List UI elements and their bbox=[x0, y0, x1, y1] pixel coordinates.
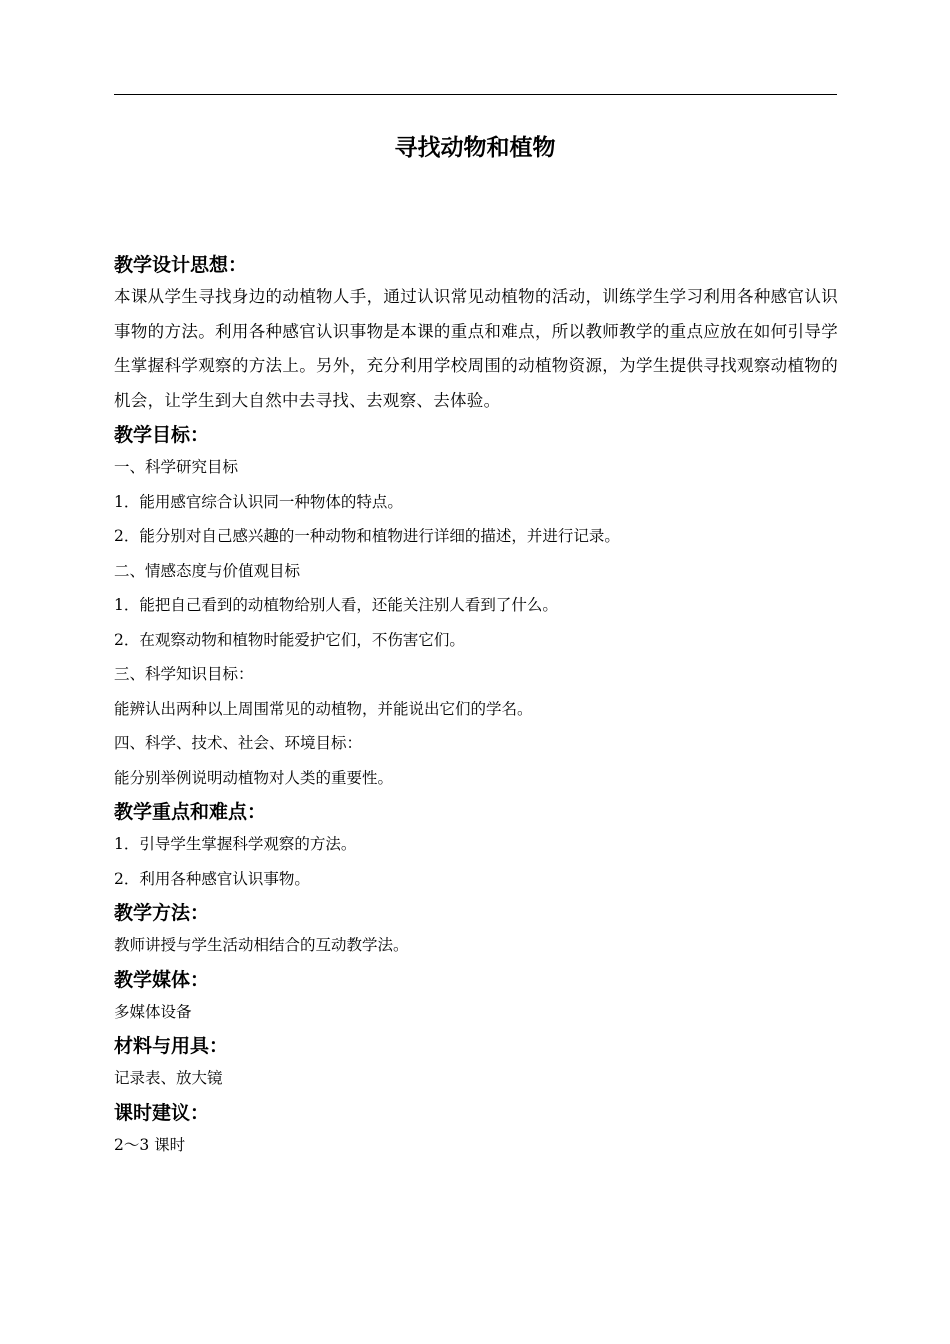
header-rule bbox=[114, 94, 837, 95]
design-section bbox=[114, 248, 838, 418]
key-points-heading: 教学重点和难点： bbox=[114, 801, 267, 823]
hours-text: 2～3 课时 bbox=[114, 1135, 186, 1154]
design-paragraph: 本课从学生寻找身边的动植物人手，通过认识常见动植物的活动，训练学生学习利用各种感官认识事物的方法。利用各种感官认识事物是本课的重点和难点，所以教师教学的重点应放在如何引导学生掌握科学观察的方法上。另外，充分利用学校周围的动植物资源，为学生提供寻找观察动植物的机会，让学生到大自然中去寻找、去观察、去体验。 bbox=[114, 287, 838, 410]
materials-heading: 材料与用具： bbox=[114, 1035, 229, 1057]
objective-category-4: 四、科学、技术、社会、环境目标： bbox=[114, 734, 363, 752]
objective-item-2-2: 2．在观察动物和植物时能爱护它们，不伤害它们。 bbox=[114, 630, 465, 649]
objectives-section bbox=[114, 418, 838, 795]
objective-category-2: 二、情感态度与价值观目标 bbox=[114, 561, 301, 580]
key-points-section bbox=[114, 795, 838, 896]
objective-item-2-1: 1．能把自己看到的动植物给别人看，还能关注别人看到了什么。 bbox=[114, 596, 558, 614]
media-heading: 教学媒体： bbox=[114, 968, 210, 991]
key-point-2: 2．利用各种感官认识事物。 bbox=[114, 869, 310, 888]
materials-section bbox=[114, 1029, 838, 1096]
document-body bbox=[114, 248, 838, 1162]
method-text: 教师讲授与学生活动相结合的互动教学法。 bbox=[114, 936, 409, 954]
materials-text: 记录表、放大镜 bbox=[114, 1069, 223, 1087]
objective-item-1-2: 2．能分别对自己感兴趣的一种动物和植物进行详细的描述，并进行记录。 bbox=[114, 527, 620, 545]
design-heading: 教学设计思想： bbox=[114, 254, 248, 276]
objective-item-4-1: 能分别举例说明动植物对人类的重要性。 bbox=[114, 768, 394, 787]
objective-category-3: 三、科学知识目标： bbox=[114, 665, 254, 683]
objective-item-3-1: 能辨认出两种以上周围常见的动植物，并能说出它们的学名。 bbox=[114, 699, 533, 718]
key-point-1: 1．引导学生掌握科学观察的方法。 bbox=[114, 835, 357, 853]
hours-section bbox=[114, 1096, 838, 1163]
media-text: 多媒体设备 bbox=[114, 1002, 192, 1021]
hours-heading: 课时建议： bbox=[114, 1101, 210, 1124]
document-title: 寻找动物和植物 bbox=[394, 135, 556, 161]
objective-item-1-1: 1．能用感官综合认识同一种物体的特点。 bbox=[114, 492, 403, 511]
media-section bbox=[114, 963, 838, 1030]
method-section bbox=[114, 896, 838, 963]
method-heading: 教学方法： bbox=[114, 902, 210, 924]
objectives-heading: 教学目标： bbox=[114, 424, 210, 446]
objective-category-1: 一、科学研究目标 bbox=[114, 458, 239, 476]
